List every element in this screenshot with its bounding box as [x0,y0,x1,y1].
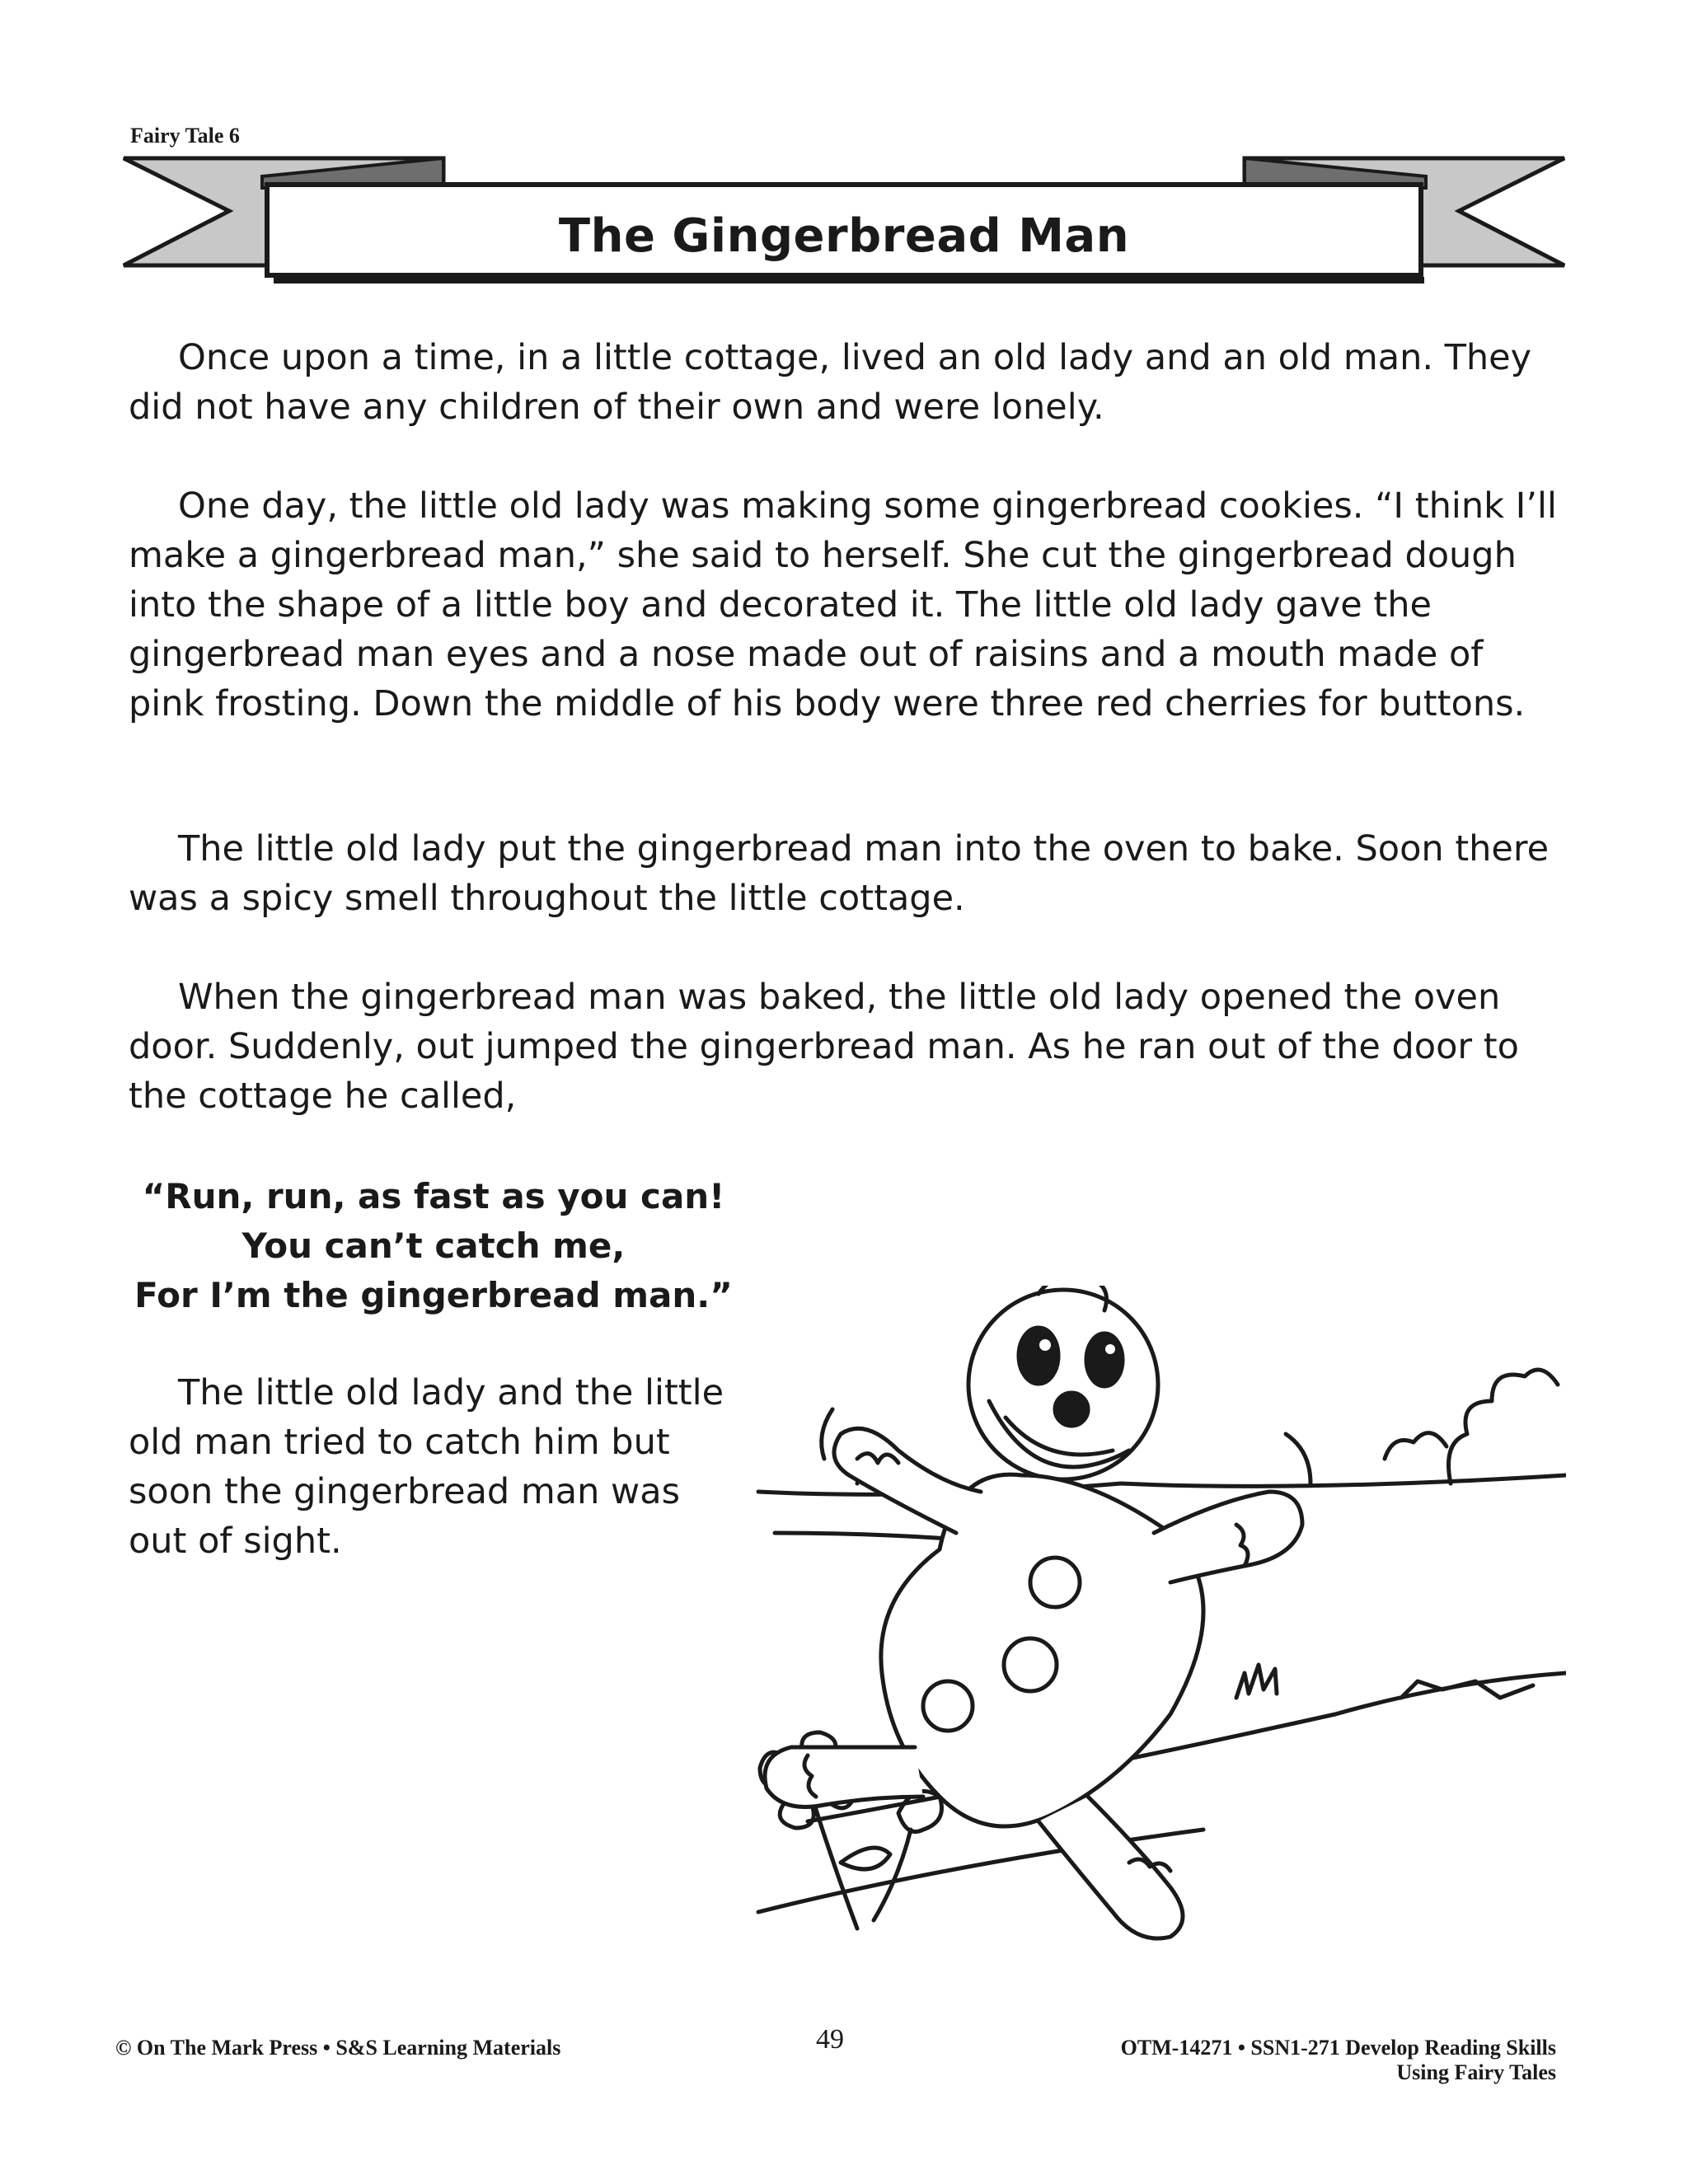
page-title: The Gingerbread Man [558,209,1130,263]
footer-publication [1121,2036,1556,2085]
rhyme-verse [129,1172,738,1320]
footer-copyright: © On The Mark Press • S&S Learning Materials [115,2036,561,2060]
section-label: Fairy Tale 6 [130,124,240,148]
page-number: 49 [816,2024,844,2055]
story-paragraph-1: Once upon a time, in a little cottage, lived an old lady and an old man. They did not have any children of their own and were lonely. [129,337,1532,428]
story-paragraph-3: The little old lady put the gingerbread man into the oven to bake. Soon there was a spicy smell throughout the little cottage. [129,828,1550,919]
story-paragraph-2: One day, the little old lady was making some gingerbread cookies. “I think I’ll make a gingerbread man,” she said to herself. She cut the gingerbread dough into the shape of a little boy and decorated it. The little old lady gave the gingerbread man eyes and a nose made out of raisins and a mouth made of pink frosting. Down the middle of his body were three red cherries for buttons. [129,485,1557,724]
gingerbread-man-illustration [709,1286,1566,1945]
verse-line-2: You can’t catch me, [241,1226,626,1266]
verse-line-3: For I’m the gingerbread man.” [134,1275,733,1315]
story-paragraph-5: The little old lady and the little old man tried to catch him but soon the gingerbread man was out of sight. [129,1372,724,1562]
story-paragraph-4: When the gingerbread man was baked, the little old lady opened the oven door. Suddenly, out jumped the gingerbread man. As he ran out of the door to the cottage he called, [129,977,1519,1117]
footer-publication-line-1: OTM-14271 • SSN1-271 Develop Reading Skills [1120,2036,1556,2060]
verse-line-1: “Run, run, as fast as you can! [142,1176,725,1216]
footer-publication-line-2: Using Fairy Tales [1396,2060,1556,2084]
